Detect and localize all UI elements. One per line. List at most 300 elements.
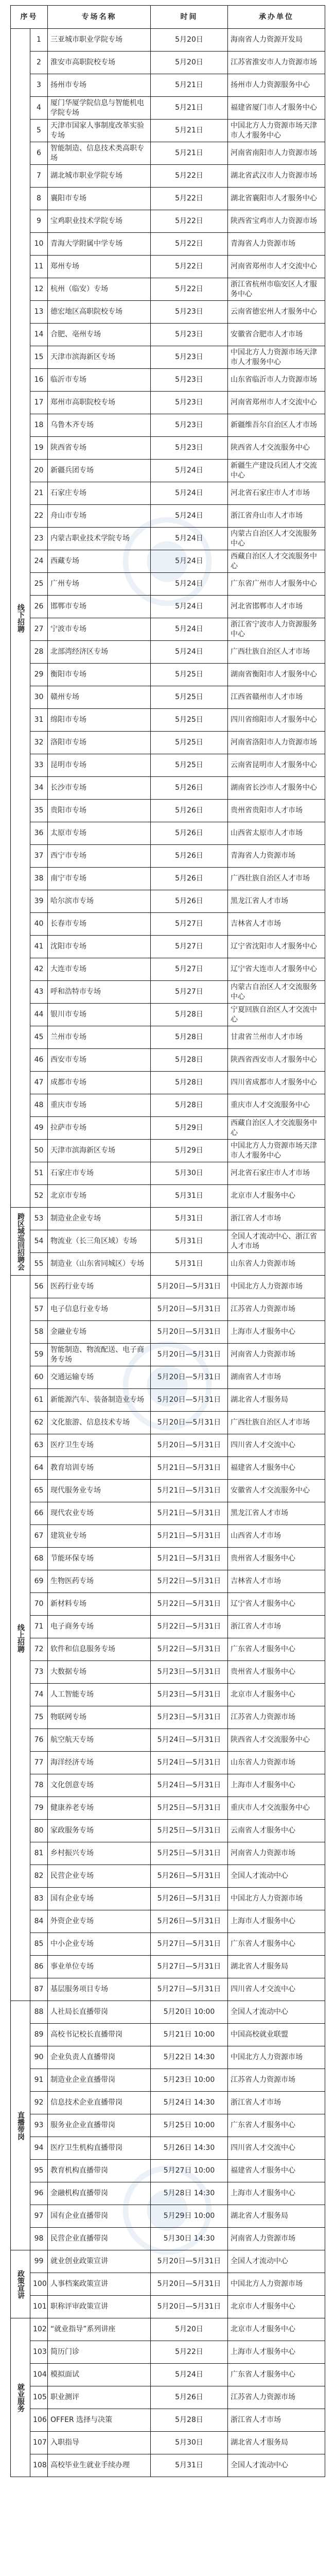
event-time: 5月26日 — [151, 845, 228, 868]
event-name: 银川市专场 — [48, 1004, 151, 1026]
organizer: 山西省太原市人才市场 — [228, 822, 325, 845]
row-number: 70 — [30, 1593, 48, 1616]
event-time: 5月29日 — [151, 1140, 228, 1162]
row-number: 94 — [30, 2137, 48, 2160]
event-time: 5月23日 — [151, 346, 228, 369]
row-number: 17 — [30, 392, 48, 414]
event-time: 5月31日 — [151, 2454, 228, 2477]
table-row — [11, 2001, 325, 2024]
table-row — [11, 1366, 325, 1389]
row-number: 37 — [30, 845, 48, 868]
event-time: 5月23日—5月31日 — [151, 1706, 228, 1729]
event-name: 金融业专场 — [48, 1321, 151, 1344]
organizer: 辽宁省大连市人才服务中心 — [228, 958, 325, 981]
table-row — [11, 2024, 325, 2046]
row-number: 36 — [30, 822, 48, 845]
header-index: 序号 — [11, 6, 48, 29]
row-number: 2 — [30, 52, 48, 74]
organizer: 上海市人才服务中心 — [228, 1910, 325, 1933]
event-name: 医疗卫生机构直播带岗 — [48, 2137, 151, 2160]
event-name: 简历门诊 — [48, 2341, 151, 2364]
organizer: 河南省郑州市人才交流中心 — [228, 392, 325, 414]
event-time: 5月30日 — [151, 2432, 228, 2454]
row-number: 8 — [30, 188, 48, 210]
organizer: 浙江省杭州市临安区人才服务中心 — [228, 278, 325, 301]
row-number: 88 — [30, 2001, 48, 2024]
organizer: 河北省石家庄市人才市场 — [228, 1162, 325, 1185]
header-name: 专场名称 — [48, 6, 151, 29]
table-row — [11, 2092, 325, 2114]
table-row — [11, 52, 325, 74]
event-time: 5月30日 14:30 — [151, 2228, 228, 2250]
event-name: 现代农业专场 — [48, 1502, 151, 1525]
event-name: 拉萨市专场 — [48, 1117, 151, 1140]
event-name: 制造业企业专场 — [48, 1208, 151, 1230]
table-row — [11, 1842, 325, 1865]
row-number: 64 — [30, 1457, 48, 1480]
event-time: 5月21日 — [151, 97, 228, 120]
row-number: 51 — [30, 1162, 48, 1185]
event-time: 5月26日 — [151, 2386, 228, 2409]
event-name: 襄阳市专场 — [48, 188, 151, 210]
event-name: 建筑业专场 — [48, 1525, 151, 1548]
event-time: 5月21日 — [151, 142, 228, 165]
event-name: 国有企业专场 — [48, 1888, 151, 1910]
table-row — [11, 732, 325, 754]
row-number: 89 — [30, 2024, 48, 2046]
table-row — [11, 1525, 325, 1548]
table-row — [11, 1412, 325, 1434]
event-name: 医药行业专场 — [48, 1276, 151, 1298]
event-name: 职称评审政策宣讲 — [48, 2296, 151, 2318]
event-time: 5月23日 — [151, 392, 228, 414]
table-row — [11, 460, 325, 482]
event-name: 衡阳市专场 — [48, 664, 151, 686]
table-row — [11, 2341, 325, 2364]
event-time: 5月20日 — [151, 52, 228, 74]
table-row — [11, 686, 325, 709]
organizer: 陕西省宝鸡市人力资源市场 — [228, 210, 325, 233]
organizer: 全国人才流动中心、浙江省人才市场 — [228, 1230, 325, 1253]
event-name: 外资企业专场 — [48, 1910, 151, 1933]
organizer: 贵州省人才服务中心 — [228, 1661, 325, 1684]
event-time: 5月26日 — [151, 890, 228, 913]
organizer: 中国北方人力资源市场天津市人才服务中心 — [228, 1140, 325, 1162]
event-time: 5月20日—5月31日 — [151, 1276, 228, 1298]
table-row — [11, 2228, 325, 2250]
organizer: 北京市人才服务中心 — [228, 2296, 325, 2318]
row-number: 99 — [30, 2250, 48, 2273]
row-number: 79 — [30, 1797, 48, 1820]
event-time: 5月26日—5月31日 — [151, 1910, 228, 1933]
event-time: 5月20日—5月31日 — [151, 1344, 228, 1366]
event-name: 沈阳市专场 — [48, 936, 151, 958]
category-label: 政策宣讲 — [11, 2250, 30, 2318]
row-number: 65 — [30, 1480, 48, 1502]
table-row — [11, 1797, 325, 1820]
event-name: 宝鸡职业技术学院专场 — [48, 210, 151, 233]
event-time: 5月26日—5月31日 — [151, 1865, 228, 1888]
event-name: 现代服务业专场 — [48, 1480, 151, 1502]
organizer: 辽宁省人才服务中心 — [228, 1593, 325, 1616]
row-number: 83 — [30, 1888, 48, 1910]
event-time: 5月27日 — [151, 913, 228, 936]
row-number: 53 — [30, 1208, 48, 1230]
event-time: 5月29日 10:00 — [151, 2205, 228, 2228]
event-time: 5月27日—5月31日 — [151, 1933, 228, 1956]
event-time: 5月20日 10:00 — [151, 2001, 228, 2024]
table-row — [11, 958, 325, 981]
row-number: 55 — [30, 1253, 48, 1276]
event-time: 5月24日 14:30 — [151, 2092, 228, 2114]
table-row — [11, 1978, 325, 2001]
event-name: 重庆市专场 — [48, 1094, 151, 1117]
organizer: 吉林省人才市场 — [228, 913, 325, 936]
row-number: 50 — [30, 1140, 48, 1162]
event-name: 淮安市高职院校专场 — [48, 52, 151, 74]
organizer: 新疆维吾尔自治区人才市场 — [228, 414, 325, 437]
event-name: 西宁市专场 — [48, 845, 151, 868]
event-name: 入职指导 — [48, 2432, 151, 2454]
row-number: 39 — [30, 890, 48, 913]
row-number: 14 — [30, 324, 48, 346]
event-time: 5月28日 — [151, 1094, 228, 1117]
table-row — [11, 2250, 325, 2273]
event-name: 长春市专场 — [48, 913, 151, 936]
event-name: 文化创意专场 — [48, 1774, 151, 1797]
event-name: 民营企业专场 — [48, 1865, 151, 1888]
row-number: 46 — [30, 1049, 48, 1072]
event-name: 郑州专场 — [48, 256, 151, 278]
organizer: 安徽省人才交流服务中心 — [228, 1480, 325, 1502]
row-number: 43 — [30, 981, 48, 1004]
event-time: 5月27日 10:00 — [151, 2160, 228, 2182]
event-time: 5月22日 — [151, 278, 228, 301]
organizer: 四川省成都市人才服务中心 — [228, 1072, 325, 1094]
row-number: 25 — [30, 573, 48, 596]
table-row — [11, 2114, 325, 2137]
event-name: 昆明市专场 — [48, 754, 151, 777]
table-row — [11, 1230, 325, 1253]
table-row — [11, 641, 325, 664]
row-number: 96 — [30, 2182, 48, 2205]
organizer: 上海市人才服务中心 — [228, 1321, 325, 1344]
event-time: 5月24日 — [151, 641, 228, 664]
row-number: 61 — [30, 1389, 48, 1412]
table-row — [11, 278, 325, 301]
event-name: 杭州（临安）专场 — [48, 278, 151, 301]
organizer: 山西省人才市场 — [228, 1525, 325, 1548]
event-name: 事业单位专场 — [48, 1956, 151, 1978]
category-label: 线上招聘 — [11, 1276, 30, 2001]
row-number: 42 — [30, 958, 48, 981]
row-number: 100 — [30, 2273, 48, 2296]
event-time: 5月20日—5月31日 — [151, 2273, 228, 2296]
row-number: 62 — [30, 1412, 48, 1434]
event-time: 5月24日 — [151, 528, 228, 550]
organizer: 扬州市人力资源服务中心 — [228, 74, 325, 97]
event-name: 北部湾经济区专场 — [48, 641, 151, 664]
organizer: 青海省人力资源市场 — [228, 233, 325, 256]
event-name: 人工智能专场 — [48, 1684, 151, 1706]
organizer: 新疆生产建设兵团人才交流中心 — [228, 460, 325, 482]
row-number: 29 — [30, 664, 48, 686]
row-number: 31 — [30, 709, 48, 732]
event-time: 5月28日 — [151, 2409, 228, 2432]
table-row — [11, 1548, 325, 1570]
table-row — [11, 120, 325, 142]
table-row — [11, 936, 325, 958]
event-name: 长沙市专场 — [48, 777, 151, 800]
event-time: 5月20日—5月31日 — [151, 2250, 228, 2273]
row-number: 78 — [30, 1774, 48, 1797]
organizer: 北京市人才服务中心 — [228, 1185, 325, 1208]
organizer: 江苏省人力资源市场 — [228, 1298, 325, 1321]
table-row — [11, 1344, 325, 1366]
organizer: 广东省广州市人才服务中心 — [228, 573, 325, 596]
event-time: 5月24日 — [151, 505, 228, 528]
organizer: 河北省石家庄市人才市场 — [228, 482, 325, 505]
schedule-table — [10, 5, 325, 2477]
event-time: 5月23日 10:00 — [151, 2069, 228, 2092]
event-name: 乡村振兴专场 — [48, 1842, 151, 1865]
row-number: 105 — [30, 2386, 48, 2409]
event-time: 5月31日 — [151, 1185, 228, 1208]
event-time: 5月20日—5月31日 — [151, 1412, 228, 1434]
category-label: 就业服务 — [11, 2318, 30, 2477]
organizer: 湖北省襄阳市人才服务中心 — [228, 188, 325, 210]
organizer: 湖北省武汉市人力资源市场 — [228, 165, 325, 188]
event-name: 交通运输专场 — [48, 1366, 151, 1389]
event-name: 天津市滨海新区专场 — [48, 346, 151, 369]
event-time: 5月21日—5月31日 — [151, 1502, 228, 1525]
organizer: 西藏自治区人才交流服务中心 — [228, 1117, 325, 1140]
event-name: 北京市专场 — [48, 1185, 151, 1208]
table-row — [11, 573, 325, 596]
event-time: 5月23日—5月31日 — [151, 1661, 228, 1684]
event-name: 高校书记校长直播带岗 — [48, 2024, 151, 2046]
event-name: 基层服务项目专场 — [48, 1978, 151, 2001]
table-row — [11, 1117, 325, 1140]
row-number: 92 — [30, 2092, 48, 2114]
table-row — [11, 1162, 325, 1185]
event-name: 电子信息行业专场 — [48, 1298, 151, 1321]
table-row — [11, 1638, 325, 1661]
table-row — [11, 1276, 325, 1298]
row-number: 44 — [30, 1004, 48, 1026]
organizer: 上海市人才服务中心 — [228, 2341, 325, 2364]
event-name: 就业创业政策宣讲 — [48, 2250, 151, 2273]
event-time: 5月25日 — [151, 754, 228, 777]
table-row — [11, 777, 325, 800]
table-row — [11, 1072, 325, 1094]
organizer: 黑龙江省人才市场 — [228, 890, 325, 913]
row-number: 87 — [30, 1978, 48, 2001]
table-row — [11, 346, 325, 369]
event-name: 绵阳市专场 — [48, 709, 151, 732]
event-time: 5月27日 — [151, 936, 228, 958]
row-number: 26 — [30, 596, 48, 618]
organizer: 云南省昆明市人才服务中心 — [228, 754, 325, 777]
table-row — [11, 2409, 325, 2432]
table-row — [11, 1004, 325, 1026]
row-number: 47 — [30, 1072, 48, 1094]
organizer: 河北省邯郸市人才市场 — [228, 596, 325, 618]
organizer: 河南省郑州市人才交流中心 — [228, 256, 325, 278]
organizer: 北京市人才服务中心 — [228, 2318, 325, 2341]
row-number: 106 — [30, 2409, 48, 2432]
event-name: 兰州市专场 — [48, 1026, 151, 1049]
event-time: 5月31日 — [151, 1208, 228, 1230]
row-number: 71 — [30, 1616, 48, 1638]
organizer: 江苏省人力资源市场 — [228, 2069, 325, 2092]
event-time: 5月25日 — [151, 732, 228, 754]
table-row — [11, 1140, 325, 1162]
table-row — [11, 233, 325, 256]
table-row — [11, 2296, 325, 2318]
row-number: 72 — [30, 1638, 48, 1661]
organizer: 四川省绵阳市人才服务中心 — [228, 709, 325, 732]
organizer: 江苏省淮安市人力资源市场 — [228, 52, 325, 74]
row-number: 11 — [30, 256, 48, 278]
organizer: 全国人才流动中心 — [228, 1865, 325, 1888]
table-row — [11, 1026, 325, 1049]
event-time: 5月24日—5月31日 — [151, 1729, 228, 1752]
event-name: 服务业企业直播带岗 — [48, 2114, 151, 2137]
row-number: 98 — [30, 2228, 48, 2250]
table-row — [11, 1684, 325, 1706]
organizer: 广西壮族自治区人才市场 — [228, 868, 325, 890]
organizer: 湖南省衡阳市人才服务中心 — [228, 664, 325, 686]
organizer: 海南省人力资源开发局 — [228, 29, 325, 52]
table-row — [11, 1298, 325, 1321]
event-name: 石家庄市专场 — [48, 1162, 151, 1185]
table-row — [11, 1321, 325, 1344]
row-number: 93 — [30, 2114, 48, 2137]
row-number: 102 — [30, 2318, 48, 2341]
event-time: 5月25日—5月31日 — [151, 1842, 228, 1865]
table-row — [11, 1185, 325, 1208]
event-time: 5月21日 — [151, 74, 228, 97]
event-name: 西藏专场 — [48, 550, 151, 573]
event-name: 青海大学附属中学专场 — [48, 233, 151, 256]
event-time: 5月27日 — [151, 981, 228, 1004]
organizer: 江西省赣州市人才市场 — [228, 686, 325, 709]
event-name: 健康养老专场 — [48, 1797, 151, 1820]
table-row — [11, 1729, 325, 1752]
table-row — [11, 2273, 325, 2296]
event-time: 5月26日 14:30 — [151, 2137, 228, 2160]
row-number: 7 — [30, 165, 48, 188]
row-number: 9 — [30, 210, 48, 233]
organizer: 福建省厦门市人才服务中心 — [228, 97, 325, 120]
table-row — [11, 1865, 325, 1888]
table-row — [11, 528, 325, 550]
row-number: 38 — [30, 868, 48, 890]
organizer: 浙江省人才市场 — [228, 2092, 325, 2114]
organizer: 广东省人才服务中心 — [228, 1638, 325, 1661]
event-name: 湖北城市职业学院专场 — [48, 165, 151, 188]
organizer: 湖北省人才服务局 — [228, 1389, 325, 1412]
event-name: “就业指导”系列讲座 — [48, 2318, 151, 2341]
table-row — [11, 482, 325, 505]
table-header-row — [11, 6, 325, 29]
event-time: 5月20日—5月31日 — [151, 1434, 228, 1457]
table-row — [11, 1049, 325, 1072]
event-time: 5月26日 — [151, 868, 228, 890]
organizer: 中国北方人力资源市场 — [228, 2046, 325, 2069]
event-name: 南宁市专场 — [48, 868, 151, 890]
organizer: 中国北方人力资源市场天津市人才服务中心 — [228, 120, 325, 142]
organizer: 黑龙江省人才市场 — [228, 1502, 325, 1525]
event-name: 大数据专场 — [48, 1661, 151, 1684]
table-row — [11, 2160, 325, 2182]
event-time: 5月23日 — [151, 437, 228, 460]
event-time: 5月22日 — [151, 188, 228, 210]
event-name: 制造业（山东省同城区）专场 — [48, 1253, 151, 1276]
event-time: 5月30日 — [151, 1162, 228, 1185]
event-name: 新能源汽车、装备制造业专场 — [48, 1389, 151, 1412]
event-time: 5月25日 10:00 — [151, 2114, 228, 2137]
organizer: 河南省人力资源市场 — [228, 2228, 325, 2250]
table-row — [11, 301, 325, 324]
organizer: 陕西省人才交流服务中心 — [228, 437, 325, 460]
table-row — [11, 1389, 325, 1412]
event-name: 模拟面试 — [48, 2364, 151, 2386]
event-time: 5月22日—5月31日 — [151, 1593, 228, 1616]
table-row — [11, 2318, 325, 2341]
event-name: 贵阳市专场 — [48, 800, 151, 822]
event-time: 5月22日 — [151, 233, 228, 256]
event-time: 5月25日—5月31日 — [151, 1820, 228, 1842]
event-time: 5月26日—5月31日 — [151, 1888, 228, 1910]
row-number: 4 — [30, 97, 48, 120]
organizer: 湖北省人才服务局 — [228, 2432, 325, 2454]
event-time: 5月21日—5月31日 — [151, 1548, 228, 1570]
organizer: 浙江省宁波市人力资源服务中心 — [228, 618, 325, 641]
event-name: 赣州专场 — [48, 686, 151, 709]
event-name: 呼和浩特市专场 — [48, 981, 151, 1004]
row-number: 97 — [30, 2205, 48, 2228]
table-row — [11, 1502, 325, 1525]
event-name: 西安市专场 — [48, 1049, 151, 1072]
table-row — [11, 1910, 325, 1933]
table-row — [11, 2454, 325, 2477]
event-time: 5月24日 — [151, 550, 228, 573]
organizer: 山东省人力资源市场 — [228, 1253, 325, 1276]
event-time: 5月29日 — [151, 1117, 228, 1140]
row-number: 95 — [30, 2160, 48, 2182]
event-name: 教育培训专场 — [48, 1457, 151, 1480]
row-number: 3 — [30, 74, 48, 97]
organizer: 中国北方人力资源市场 — [228, 1276, 325, 1298]
table-row — [11, 2386, 325, 2409]
row-number: 54 — [30, 1230, 48, 1253]
event-time: 5月26日 — [151, 777, 228, 800]
table-row — [11, 1956, 325, 1978]
row-number: 58 — [30, 1321, 48, 1344]
event-time: 5月23日 — [151, 324, 228, 346]
organizer: 江苏省人力资源市场 — [228, 1706, 325, 1729]
header-org: 承办单位 — [228, 6, 325, 29]
event-name: 哈尔滨市专场 — [48, 890, 151, 913]
event-time: 5月22日 — [151, 2341, 228, 2364]
row-number: 18 — [30, 414, 48, 437]
row-number: 28 — [30, 641, 48, 664]
organizer: 广东省人才服务中心 — [228, 1933, 325, 1956]
event-name: 乌鲁木齐专场 — [48, 414, 151, 437]
organizer: 安徽省合肥市人才市场 — [228, 324, 325, 346]
